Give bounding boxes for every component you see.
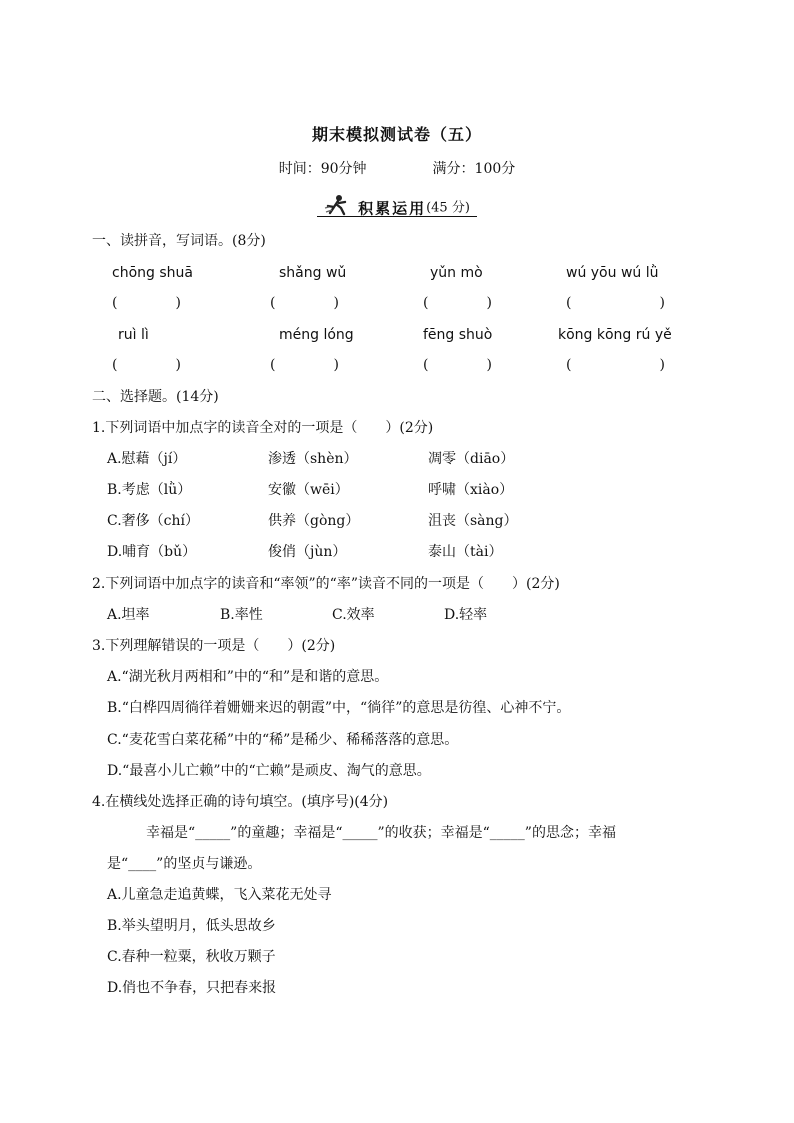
pinyin-1: chōng shuā — [112, 265, 193, 281]
answer-blank-7[interactable]: ( ) — [423, 357, 492, 373]
pinyin-7: fēng shuò — [423, 327, 493, 343]
q2-4-stem: 4.在横线处选择正确的诗句填空。(填序号)(4分) — [92, 794, 389, 810]
q2-1-option-b2: 安徽（wēi） — [268, 482, 349, 498]
q2-3-option-b[interactable]: B.“白桦四周徜徉着姗姗来迟的朝霞”中，“徜徉”的意思是彷徨、心神不宁。 — [107, 700, 571, 716]
q2-1-option-c1[interactable]: C.奢侈（chí） — [107, 513, 199, 529]
q2-heading: 二、选择题。(14分) — [92, 389, 219, 405]
q2-1-option-d1[interactable]: D.哺育（bǔ） — [107, 544, 197, 560]
q2-3-option-d[interactable]: D.“最喜小儿亡赖”中的“亡赖”是顽皮、淘气的意思。 — [107, 763, 431, 779]
q2-3-option-c[interactable]: C.“麦花雪白菜花稀”中的“稀”是稀少、稀稀落落的意思。 — [107, 732, 459, 748]
pinyin-5: ruì lì — [118, 327, 149, 343]
answer-blank-3[interactable]: ( ) — [423, 295, 492, 311]
pinyin-8: kōng kōng rú yě — [558, 327, 672, 343]
q2-1-option-a3: 凋零（diāo） — [428, 451, 515, 467]
q2-1-option-d3: 泰山（tài） — [428, 544, 503, 560]
q2-2-option-c[interactable]: C.效率 — [332, 607, 375, 623]
q2-1-option-a2: 渗透（shèn） — [268, 451, 358, 467]
q2-2-option-b[interactable]: B.率性 — [220, 607, 263, 623]
q2-1-stem: 1.下列词语中加点字的读音全对的一项是（ ）(2分) — [92, 420, 434, 436]
exam-meta — [0, 158, 794, 178]
q2-2-option-d[interactable]: D.轻率 — [444, 607, 488, 623]
q2-4-paragraph-line1: 幸福是“_____”的童趣；幸福是“_____”的收获；幸福是“_____”的思念；幸福 — [146, 825, 616, 841]
answer-blank-2[interactable]: ( ) — [270, 295, 339, 311]
q2-3-stem: 3.下列理解错误的一项是（ ）(2分) — [92, 638, 336, 654]
q2-1-option-d2: 俊俏（jùn） — [268, 544, 347, 560]
q2-4-option-c[interactable]: C.春种一粒粟，秋收万颗子 — [107, 949, 276, 965]
q2-2-option-a[interactable]: A.坦率 — [107, 607, 150, 623]
q1-heading: 一、读拼音，写词语。(8分) — [92, 233, 266, 249]
pinyin-2: shǎng wǔ — [279, 265, 347, 281]
q2-4-option-a[interactable]: A.儿童急走追黄蝶，飞入菜花无处寻 — [107, 887, 332, 903]
q2-3-option-a[interactable]: A.“湖光秋月两相和”中的“和”是和谐的意思。 — [107, 669, 389, 685]
pinyin-4: wú yōu wú lǜ — [566, 265, 659, 281]
section-score: (45 分) — [426, 200, 470, 216]
answer-blank-1[interactable]: ( ) — [112, 295, 181, 311]
q2-4-paragraph-line2: 是“____”的坚贞与谦逊。 — [107, 856, 262, 872]
q2-1-option-a1[interactable]: A.慰藉（jí） — [107, 451, 187, 467]
answer-blank-8[interactable]: ( ) — [566, 357, 665, 373]
q2-1-option-c3: 沮丧（sàng） — [428, 513, 518, 529]
q2-2-stem: 2.下列词语中加点字的读音和“率领”的“率”读音不同的一项是（ ）(2分) — [92, 576, 560, 592]
q2-1-option-b1[interactable]: B.考虑（lǜ） — [107, 482, 192, 498]
running-figure-icon — [324, 194, 350, 223]
answer-blank-5[interactable]: ( ) — [112, 357, 181, 373]
q2-4-option-b[interactable]: B.举头望明月，低头思故乡 — [107, 918, 276, 934]
exam-time: 时间：90分钟 — [278, 161, 367, 177]
pinyin-3: yǔn mò — [430, 265, 483, 281]
answer-blank-6[interactable]: ( ) — [270, 357, 339, 373]
exam-title: 期末模拟测试卷（五） — [311, 125, 482, 144]
q2-1-option-b3: 呼啸（xiào） — [428, 482, 514, 498]
exam-score: 满分：100分 — [432, 161, 516, 177]
section-name: 积累运用 — [358, 199, 427, 218]
q2-1-option-c2: 供养（gòng） — [268, 513, 360, 529]
pinyin-6: méng lóng — [279, 327, 354, 343]
section-header — [0, 194, 794, 223]
section-underline — [317, 216, 477, 217]
q2-4-option-d[interactable]: D.俏也不争春，只把春来报 — [107, 980, 277, 996]
answer-blank-4[interactable]: ( ) — [566, 295, 665, 311]
